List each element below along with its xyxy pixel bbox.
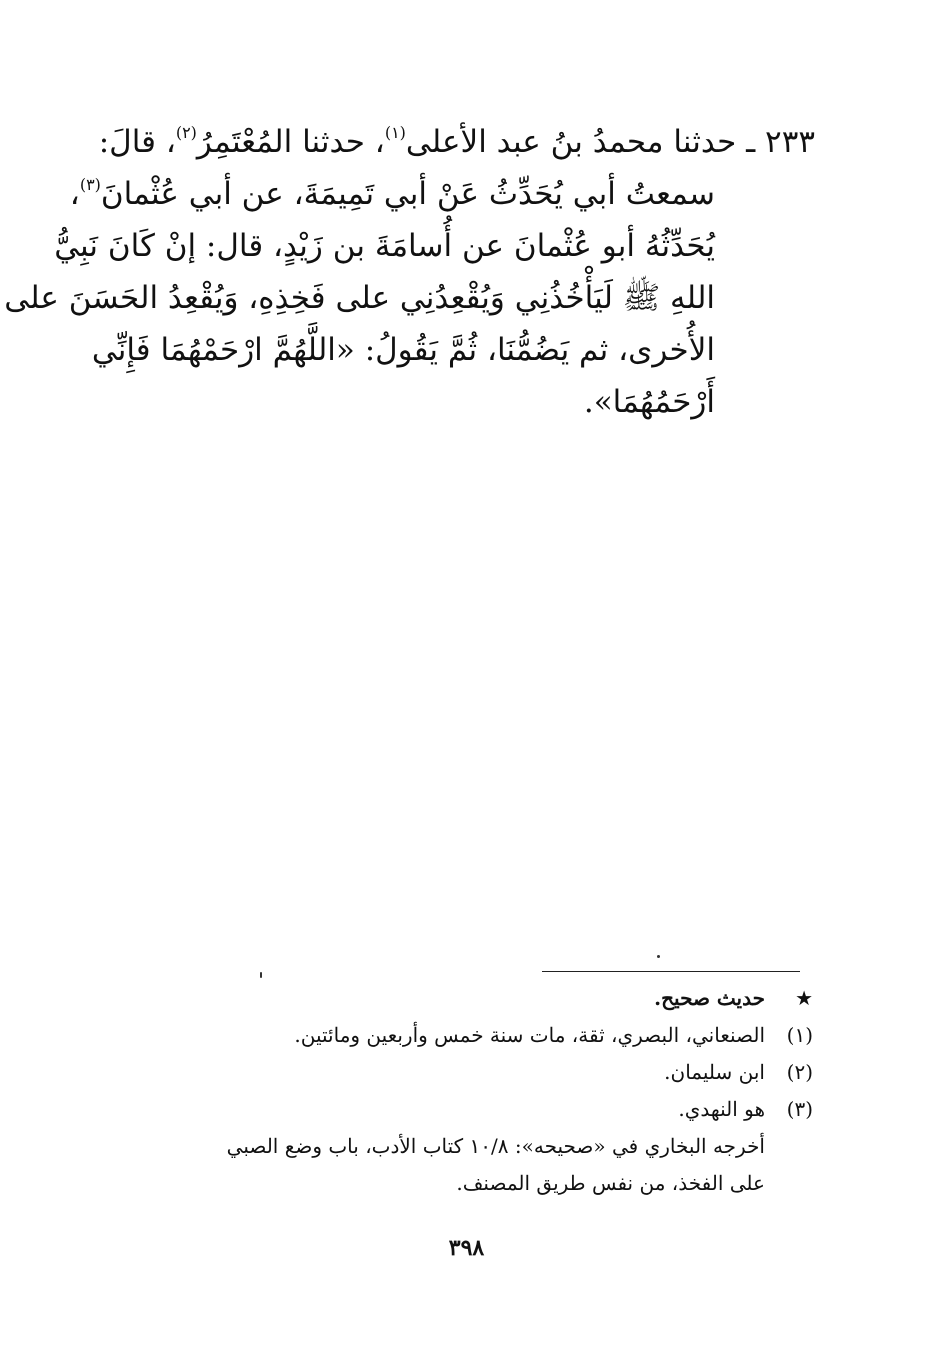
hadith-line-1-part-c: ، قالَ: bbox=[98, 124, 176, 160]
hadith-line-5: الأُخرى، ثم يَضُمُّنَا، ثُمَّ يَقُولُ: «اللَّهُمَّ ارْحَمْهُمَا فَإِنِّي bbox=[91, 332, 715, 368]
hadith-line-1-part-b: ، حدثنا المُعْتَمِرُ bbox=[196, 124, 385, 160]
footnote-1-marker: (١) bbox=[786, 1023, 813, 1047]
footnotes bbox=[113, 980, 813, 1202]
footnote-3 bbox=[113, 1091, 813, 1128]
takhrij-line-2: على الفخذ، من نفس طريق المصنف. bbox=[456, 1171, 765, 1195]
takhrij-line-1: أخرجه البخاري في «صحيحه»: ١٠/٨ كتاب الأدب، باب وضع الصبي bbox=[226, 1134, 765, 1158]
hadith-line-2-part-a: سمعتُ أبي يُحَدِّثُ عَنْ أبي تَمِيمَةَ، عن أبي عُثْمانَ bbox=[100, 176, 715, 212]
footnote-separator bbox=[542, 971, 800, 972]
footnote-3-text: هو النهدي. bbox=[678, 1097, 765, 1121]
footnote-ref-3: (٣) bbox=[79, 175, 101, 194]
footnote-ref-2: (٢) bbox=[175, 123, 197, 142]
footnote-1-text: الصنعاني، البصري، ثقة، مات سنة خمس وأربعين ومائتين. bbox=[294, 1023, 765, 1047]
footnote-2-marker: (٢) bbox=[786, 1060, 813, 1084]
hadith-grade bbox=[113, 980, 813, 1017]
hadith-line-1-part-a: ٢٣٣ ـ حدثنا محمدُ بنُ عبد الأعلى bbox=[405, 124, 815, 160]
star-icon: ★ bbox=[795, 986, 813, 1010]
footnote-2 bbox=[113, 1054, 813, 1091]
hadith-line-2 bbox=[69, 168, 815, 220]
scan-speck bbox=[260, 972, 262, 978]
grade-text: حديث صحيح. bbox=[654, 986, 765, 1010]
hadith-text bbox=[4, 116, 815, 428]
hadith-line-6: أَرْحَمُهُمَا». bbox=[583, 384, 715, 420]
footnote-ref-1: (١) bbox=[384, 123, 406, 142]
footnote-3-marker: (٣) bbox=[786, 1097, 813, 1121]
footnote-2-text: ابن سليمان. bbox=[664, 1060, 765, 1084]
hadith-line-4: اللهِ ﷺ لَيَأْخُذُنِي وَيُقْعِدُنِي على فَخِذِهِ، وَيُقْعِدُ الحَسَنَ على bbox=[4, 280, 715, 316]
hadith-line-3: يُحَدِّثُهُ أبو عُثْمانَ عن أُسامَةَ بن زَيْدٍ، قال: إنْ كَانَ نَبِيُّ bbox=[54, 228, 715, 264]
page-number: ٣٩٨ bbox=[448, 1235, 485, 1261]
footnote-1 bbox=[113, 1017, 813, 1054]
hadith-line-2-part-b: ، bbox=[69, 176, 80, 212]
scan-speck bbox=[657, 955, 660, 958]
hadith-line-1 bbox=[100, 116, 815, 168]
